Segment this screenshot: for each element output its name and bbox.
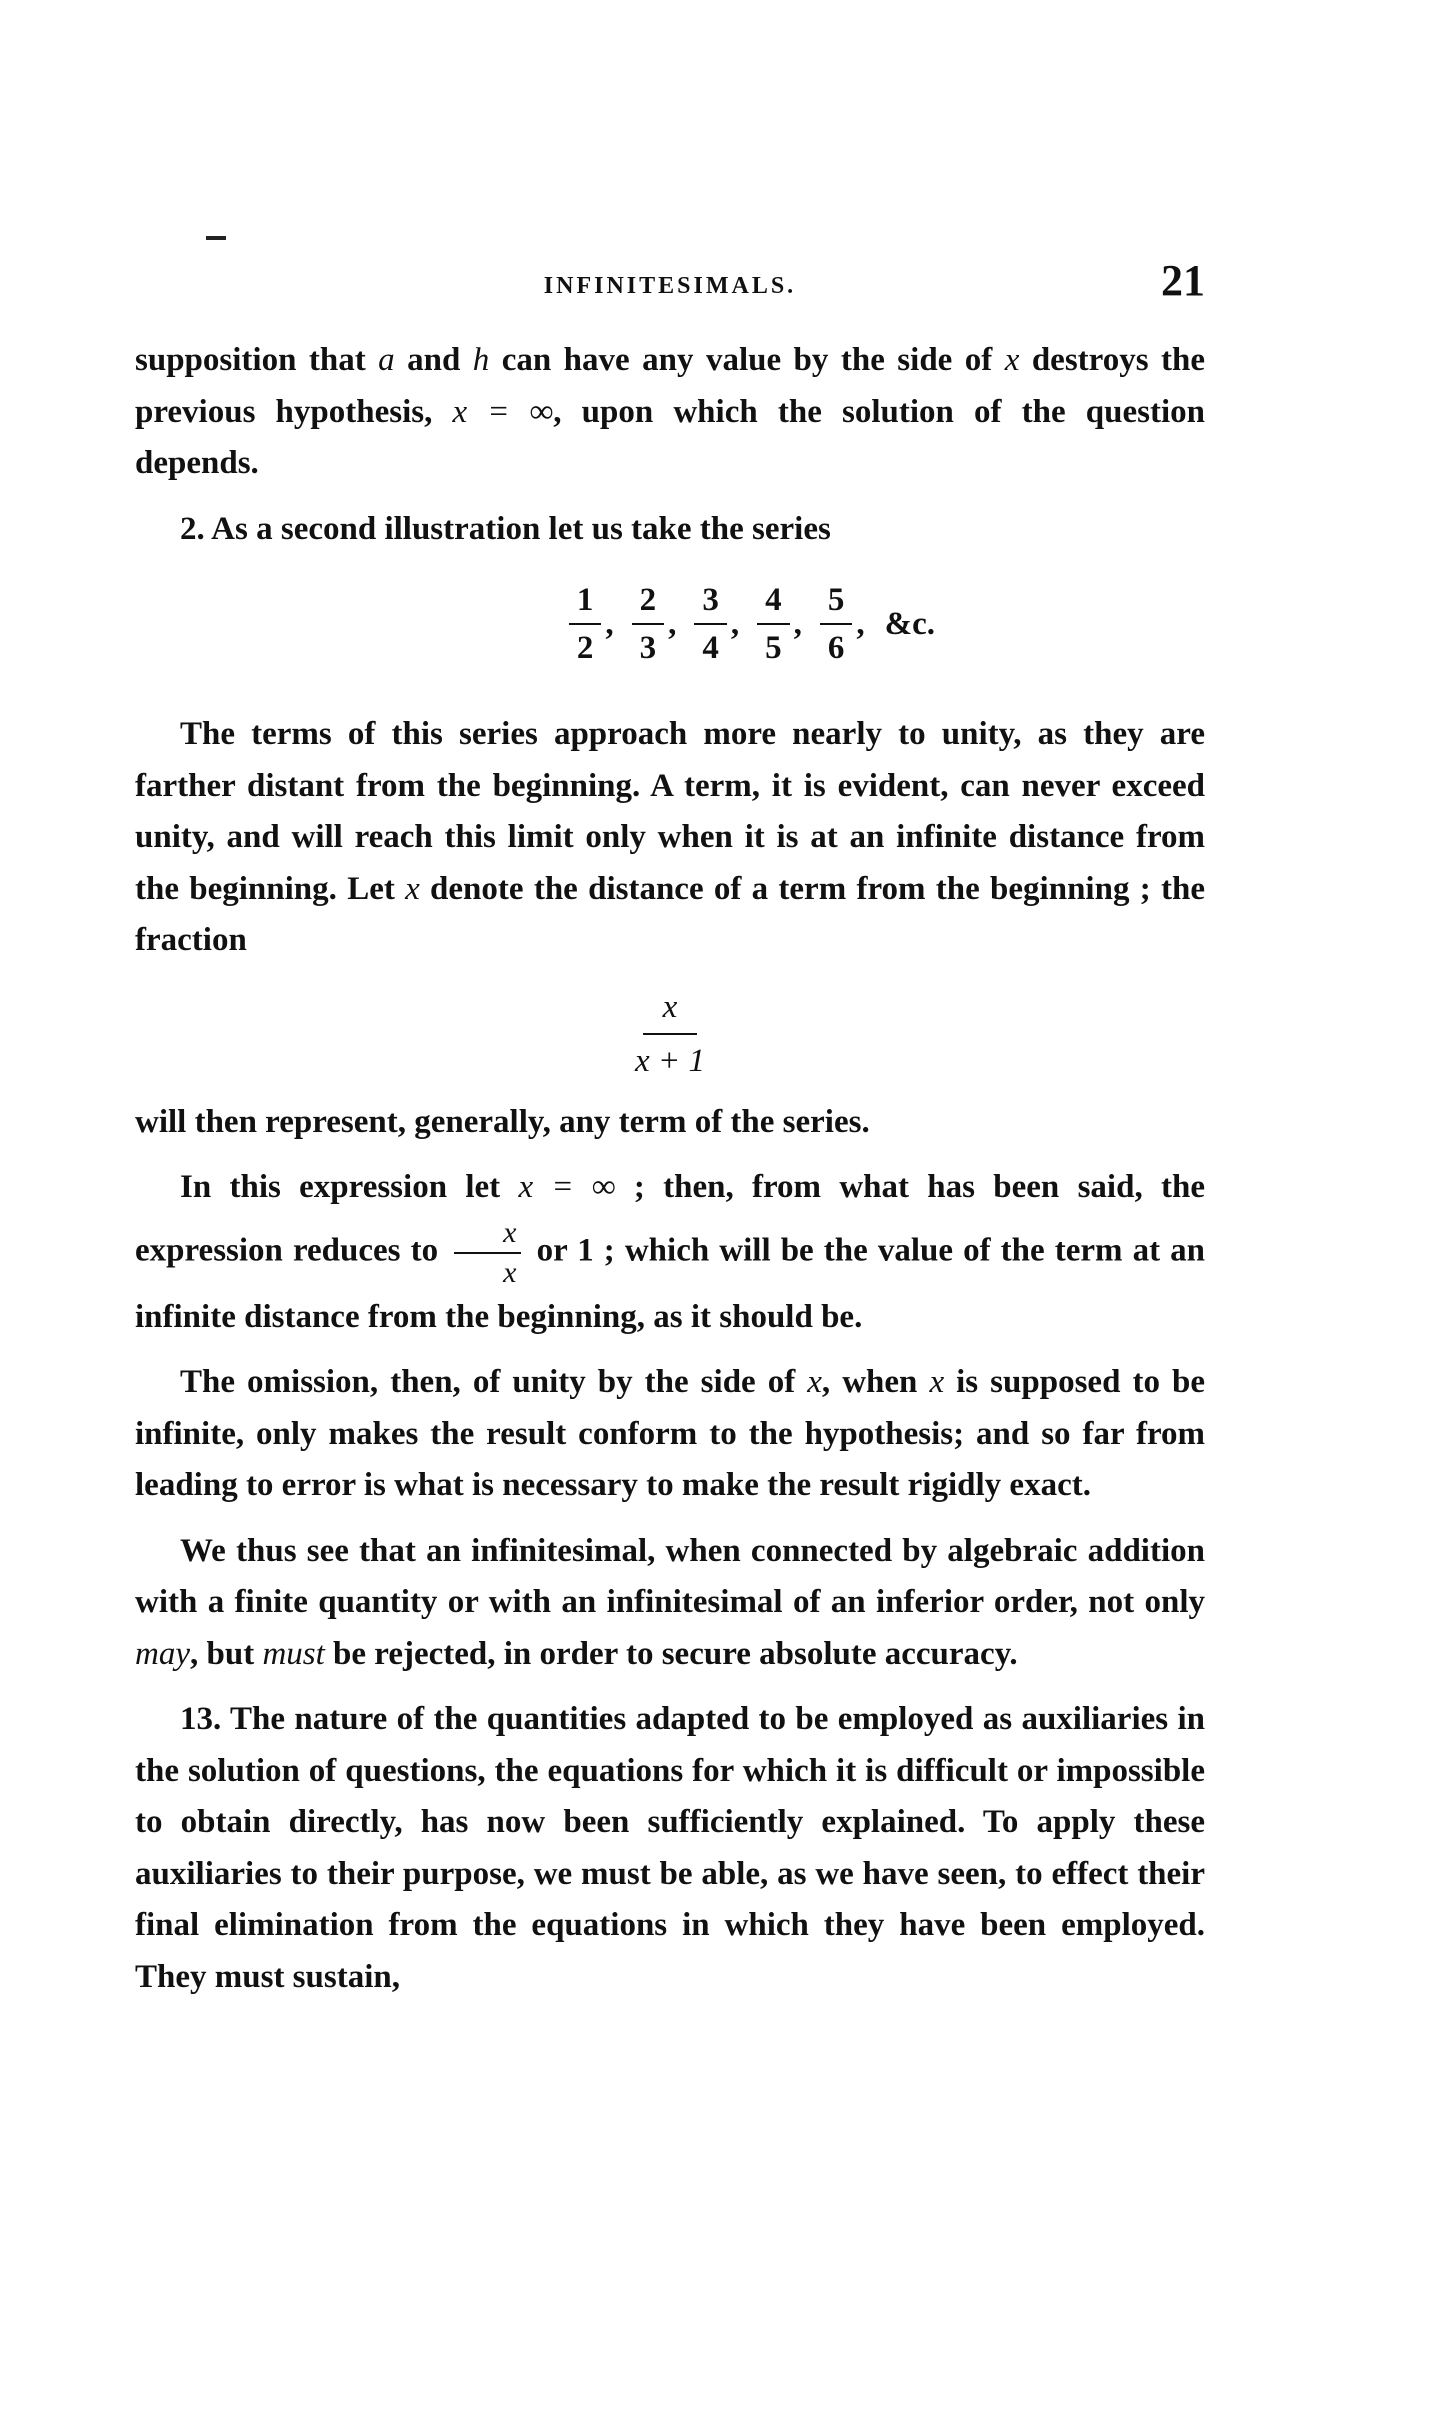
paragraph-2: 2. As a second illustration let us take the series [180, 510, 831, 547]
series-fraction [757, 577, 790, 671]
text-run: is supposed to be infinite, only makes the result conform to the hypothesis; and so far from leading to error is what is necessary to make the result rigidly exact. [135, 1364, 1205, 1503]
page-body [135, 335, 1205, 2017]
text-run: , but [189, 1635, 263, 1672]
page-header [135, 255, 1205, 315]
numerator: 3 [694, 577, 727, 625]
denominator: 6 [827, 630, 845, 666]
variable-x: x [405, 870, 420, 907]
margin-mark [206, 236, 226, 240]
inline-fraction-x-over-x [454, 1214, 520, 1292]
denominator: x [503, 1255, 517, 1289]
numerator: 2 [632, 577, 665, 625]
paragraph-6 [135, 1357, 1205, 1512]
denominator: 4 [702, 630, 719, 666]
text-run: be rejected, in order to secure absolute accuracy. [324, 1635, 1018, 1672]
variable-b: h [472, 342, 490, 378]
emphasis-must: must [262, 1635, 325, 1672]
paragraph-3 [135, 709, 1205, 967]
equation-x-infinity: x = ∞ [452, 393, 554, 430]
numerator: x [643, 981, 698, 1035]
series-fraction [694, 577, 727, 671]
equation-x-infinity: x = ∞ [518, 1169, 616, 1205]
numerator: 1 [569, 577, 602, 625]
page-number: 21 [1161, 256, 1205, 305]
numerator: 4 [757, 577, 790, 625]
text-run: , upon which the solution of the question depends. [135, 393, 1205, 481]
text-run: ; then, from what has been said, the expression reduces to [135, 1169, 1205, 1269]
variable-a: a [378, 342, 395, 378]
text-run: denote the distance of a term from the beginning ; the fraction [135, 870, 1205, 958]
denominator: 5 [765, 630, 782, 666]
emphasis-may: may [135, 1635, 190, 1672]
text-run: , when [821, 1364, 930, 1400]
fraction-x-over-x-plus-1 [615, 981, 725, 1087]
text-run: The terms of this series approach more nearly to unity, as they are farther distant from the beginning. A term, it is evident, can never exceed unity, and will reach this limit only when it is at an infinite distance from the beginning. Let [135, 716, 1205, 907]
display-fraction [135, 981, 1205, 1087]
fraction-series: $\frac{1}{2}$ , $\frac{2}{3}$ , $\frac{3}{4}$ , $\frac{4}{5}$ , $\frac{5}{6}$ , &c. [295, 569, 1205, 679]
denominator: 2 [576, 630, 594, 666]
text-run: The omission, then, of unity by the side of [180, 1364, 808, 1400]
series-fraction [820, 577, 853, 671]
text-run: and [394, 342, 473, 378]
series-fraction [632, 577, 665, 671]
text-run: supposition that [135, 342, 379, 378]
series-fraction [569, 577, 602, 671]
paragraph-1 [135, 335, 1205, 490]
text-run: or 1 ; which will be the value of the term at an infinite distance from the beginning, as it should be. [135, 1232, 1205, 1335]
paragraph-5 [135, 1162, 1205, 1343]
text-run: We thus see that an infinitesimal, when connected by algebraic addition with a finite quantity or with an infinitesimal of an inferior order, not only [135, 1532, 1205, 1620]
series-etc: &c. [884, 605, 936, 642]
paragraph-7 [135, 1526, 1205, 1681]
text-run: In this expression let [180, 1169, 519, 1205]
variable-x: x [807, 1364, 822, 1400]
text-run: can have any value by the side of [489, 342, 1005, 378]
text-run: destroys the previous hypothesis, [135, 342, 1205, 430]
numerator: x [454, 1214, 520, 1254]
variable-x: x [929, 1364, 945, 1400]
denominator: 3 [639, 630, 657, 666]
numerator: 5 [820, 577, 853, 625]
paragraph-4: will then represent, generally, any term of the series. [135, 1103, 870, 1140]
denominator: x + 1 [635, 1042, 705, 1079]
variable-x: x [1004, 342, 1020, 378]
running-head: INFINITESIMALS. [543, 273, 797, 299]
paragraph-8: 13. The nature of the quantities adapted to be employed as auxiliaries in the solution of questions, the equations for which it is difficult or impossible to obtain directly, has now been sufficiently explained. To apply these auxiliaries to their purpose, we must be able, as we have seen, to effect their final elimination from the equations in which they have been employed. They must sustain, [135, 1701, 1205, 1995]
